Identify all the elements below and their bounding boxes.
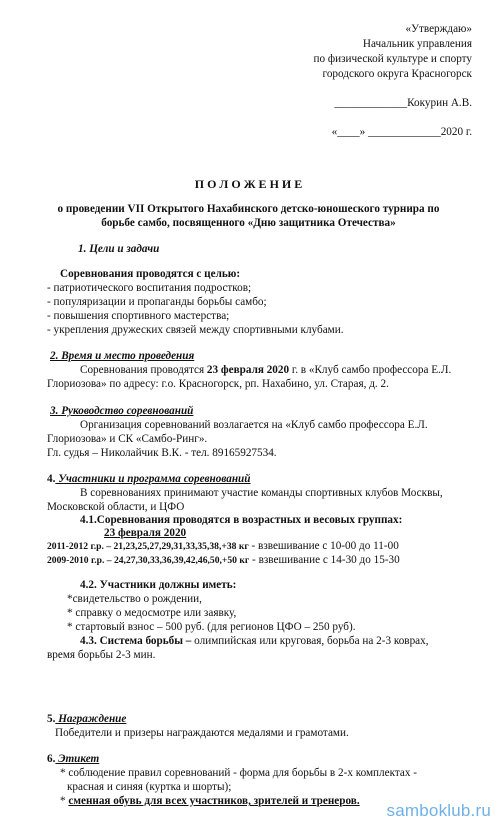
section-4-3-line-2: время борьбы 2-3 мин.: [47, 649, 156, 661]
section-3-line-3: Гл. судья – Николайчик В.К. - тел. 89165927534.: [47, 447, 277, 459]
requirement-item: * справку о медосмотре или заявку,: [67, 607, 237, 619]
approval-line-2: Начальник управления: [362, 38, 472, 50]
section-5-line-1: Победители и призеры награждаются медалями и грамотами.: [55, 727, 349, 739]
subtitle-line-1: о проведении VII Открытого Нахабинского детско-юношеского турнира по: [57, 203, 440, 215]
section-4-1-date: 23 февраля 2020: [104, 527, 187, 539]
section-3-line-1: Организация соревнований возлагается на «Клуб самбо профессора Е.Л.: [80, 419, 428, 431]
section-5-heading: 5. Награждение: [47, 713, 127, 725]
subtitle-line-2: борьбе самбо, посвященного «Дню защитника Отечества»: [101, 217, 396, 229]
section-6-line-1: * соблюдение правил соревнований - форма для борьбы в 2-х комплектах -: [60, 767, 417, 779]
approval-line-4: городского округа Красногорск: [322, 68, 472, 80]
requirement-item: *свидетельство о рождении,: [67, 593, 202, 605]
section-4-1-heading: 4.1.Соревнования проводятся в возрастных и весовых группах:: [80, 514, 403, 526]
section-2-line-1: Соревнования проводятся 23 февраля 2020 г. в «Клуб самбо профессора Е.Л.: [80, 364, 452, 376]
goal-item: - популяризации и пропаганды борьбы самбо;: [47, 296, 267, 308]
weight-group-row: 2009-2010 г.р. – 24,27,30,33,36,39,42,46,50,+50 кг - взвешивание с 14-30 до 15-30: [47, 554, 400, 566]
section-3-line-2: Глориозова» и СК «Самбо-Ринг».: [47, 433, 208, 445]
goal-item: - повышения спортивного мастерства;: [47, 310, 230, 322]
goal-item: - укрепления дружеских связей между спортивными клубами.: [47, 324, 344, 336]
section-2-line-2: Глориозова» по адресу: г.о. Красногорск, рп. Нахабино, ул. Старая, д. 2.: [47, 378, 389, 390]
section-1-heading: 1. Цели и задачи: [78, 243, 160, 255]
approval-signature: _____________Кокурин А.В.: [334, 97, 472, 109]
section-4-line-2: Московской области, и ЦФО: [47, 501, 185, 513]
section-4-3-line-1: 4.3. Система борьбы – олимпийская или круговая, борьба на 2-3 коврах,: [80, 635, 429, 647]
section-2-heading: 2. Время и место проведения: [50, 350, 195, 362]
requirement-item: * стартовый взнос – 500 руб. (для регионов ЦФО – 250 руб).: [67, 621, 356, 633]
section-1-lead: Соревнования проводятся с целью:: [60, 268, 241, 280]
approval-line-1: «Утверждаю»: [405, 23, 472, 35]
approval-line-3: по физической культуре и спорту: [313, 53, 472, 65]
goal-item: - патриотического воспитания подростков;: [47, 282, 252, 294]
section-6-line-2: красная и синяя (куртка и шорты);: [67, 781, 232, 793]
document-title: П О Л О Ж Е Н И Е: [194, 177, 303, 191]
weight-group-row: 2011-2012 г.р. – 21,23,25,27,29,31,33,35,38,+38 кг - взвешивание с 10-00 до 11-00: [47, 540, 399, 552]
section-6-heading: 6. Этикет: [47, 753, 100, 765]
section-4-heading: 4. Участники и программа соревнований: [47, 473, 251, 485]
section-4-2-heading: 4.2. Участники должны иметь:: [80, 579, 237, 591]
section-4-line-1: В соревнованиях принимают участие команды спортивных клубов Москвы,: [80, 487, 443, 499]
section-3-heading: 3. Руководство соревнований: [50, 405, 194, 417]
event-date: 23 февраля 2020: [206, 364, 290, 376]
site-watermark: samboklub.ru: [386, 801, 491, 820]
section-6-line-3: * сменная обувь для всех участников, зрителей и тренеров.: [60, 795, 360, 807]
approval-date: «____» _____________2020 г.: [331, 126, 472, 138]
